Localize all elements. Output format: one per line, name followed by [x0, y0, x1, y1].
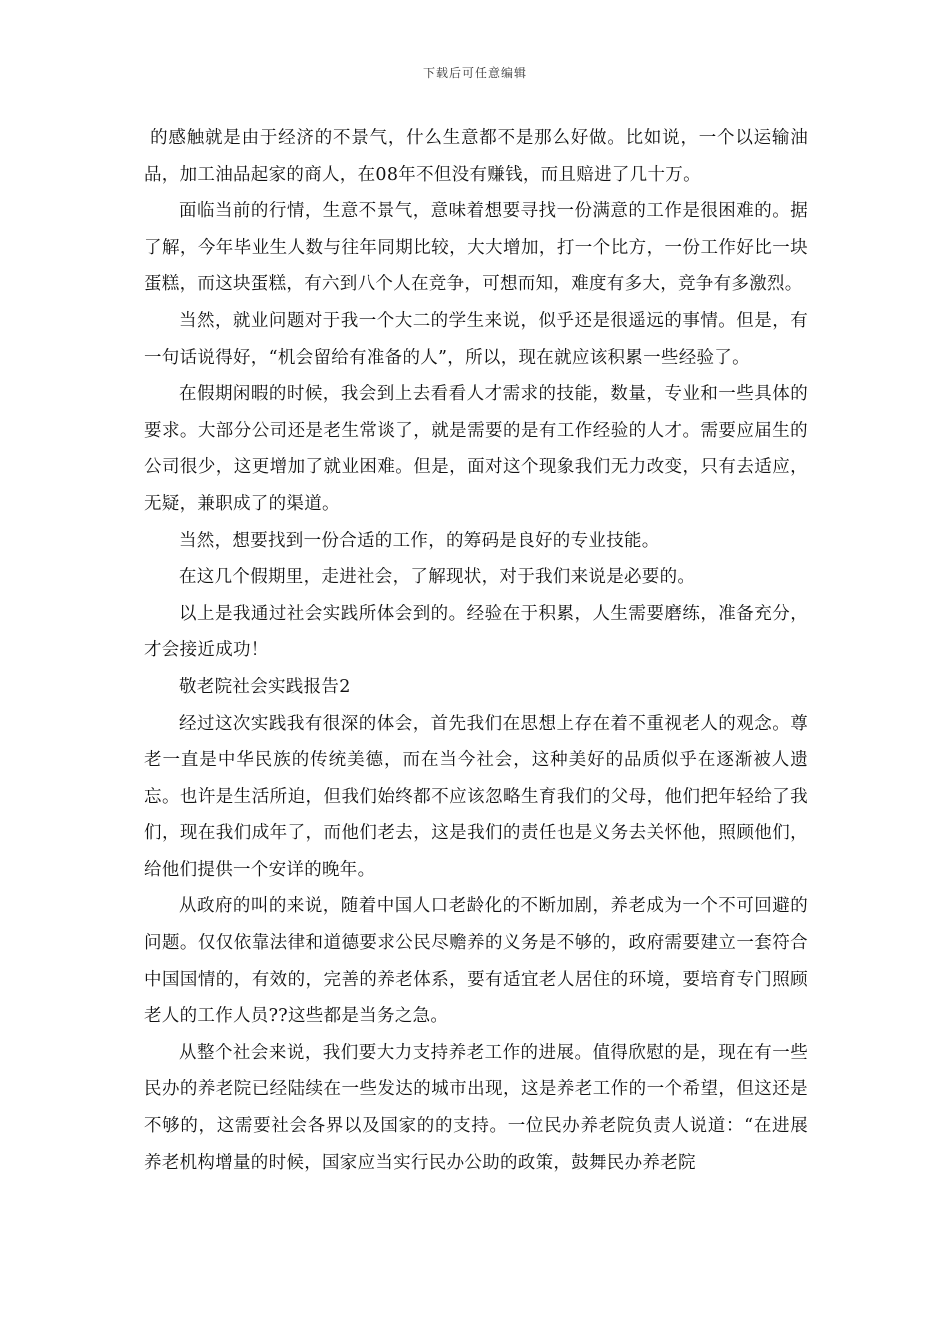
paragraph-2: 面临当前的行情，生意不景气，意味着想要寻找一份满意的工作是很困难的。据了解，今年毕业生人数与往年同期比较，大大增加，打一个比方，一份工作好比一块蛋糕，而这块蛋糕，有六到八个人在竞争，可想而知，难度有多大，竞争有多激烈。: [144, 201, 808, 295]
paragraph-8: 经过这次实践我有很深的体会，首先我们在思想上存在着不重视老人的观念。尊老一直是中华民族的传统美德，而在当今社会，这种美好的品质似乎在逐渐被人遗忘。也许是生活所迫，但我们始终都不应该忽略生育我们的父母，他们把年轻给了我们，现在我们成年了，而他们老去，这是我们的责任也是义务去关怀他，照顾他们，给他们提供一个安详的晚年。: [144, 713, 808, 880]
paragraph-4: 在假期闲暇的时候，我会到上去看看人才需求的技能，数量，专业和一些具体的要求。大部分公司还是老生常谈了，就是需要的是有工作经验的人才。需要应届生的公司很少，这更增加了就业困难。但是，面对这个现象我们无力改变，只有去适应，无疑，兼职成了的渠道。: [144, 384, 808, 514]
paragraph-3: 当然，就业问题对于我一个大二的学生来说，似乎还是很遥远的事情。但是，有一句话说得好，“机会留给有准备的人”，所以，现在就应该积累一些经验了。: [144, 310, 808, 368]
page-header-note: 下载后可任意编辑: [422, 66, 527, 80]
paragraph-10: 从整个社会来说，我们要大力支持养老工作的进展。值得欣慰的是，现在有一些民办的养老院已经陆续在一些发达的城市出现，这是养老工作的一个希望，但这还是不够的，这需要社会各界以及国家的的支持。一位民办养老院负责人说道：“在进展养老机构增量的时候，国家应当实行民办公助的政策，鼓舞民办养老院: [144, 1042, 808, 1173]
paragraph-1: 的感触就是由于经济的不景气，什么生意都不是那么好做。比如说，一个以运输油品，加工油品起家的商人，在08年不但没有赚钱，而且赔进了几十万。: [144, 128, 808, 185]
paragraph-9: 从政府的叫的来说，随着中国人口老龄化的不断加剧，养老成为一个不可回避的问题。仅仅依靠法律和道德要求公民尽赡养的义务是不够的，政府需要建立一套符合中国国情的，有效的，完善的养老体系，要有适宜老人居住的环境，要培育专门照顾老人的工作人员??这些都是当务之急。: [144, 896, 808, 1027]
paragraph-5: 当然，想要找到一份合适的工作，的筹码是良好的专业技能。: [179, 530, 660, 551]
paragraph-6: 在这几个假期里，走进社会，了解现状，对于我们来说是必要的。: [179, 567, 696, 588]
paragraph-7: 以上是我通过社会实践所体会到的。经验在于积累，人生需要磨练，准备充分，才会接近成功！: [144, 603, 808, 661]
document-body: [144, 120, 808, 1181]
section-heading: 敬老院社会实践报告2: [179, 676, 351, 697]
